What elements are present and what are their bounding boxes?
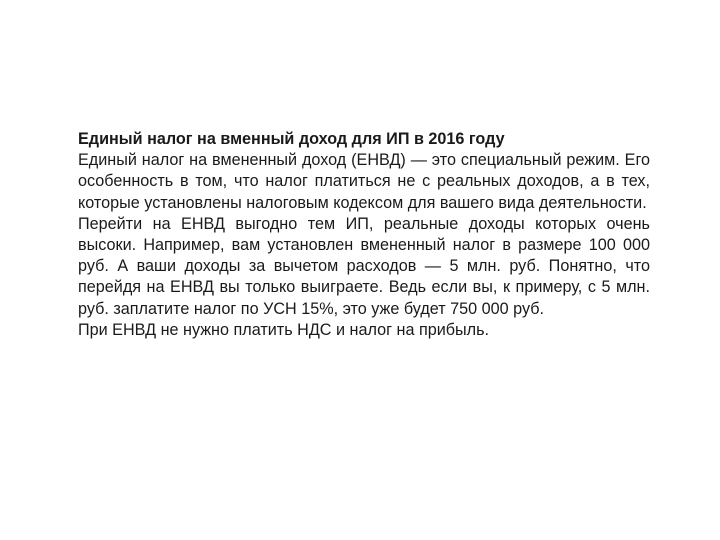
paragraph-envd-definition: Единый налог на вмененный доход (ЕНВД) — это специальный режим. Его особенность в том, что налог платиться не с реальных доходов, а в тех, которые установлены налоговым кодексом для вашего вида деятельности.	[78, 151, 650, 212]
text-block	[78, 129, 650, 341]
paragraph-envd-vat: При ЕНВД не нужно платить НДС и налог на прибыль.	[78, 320, 490, 339]
document-title: Единый налог на вменный доход для ИП в 2016 году	[78, 130, 505, 148]
paragraph-envd-benefit: Перейти на ЕНВД выгодно тем ИП, реальные доходы которых очень высоки. Например, вам установлен вмененный налог в размере 100 000 руб. А ваши доходы за вычетом расходов — 5 млн. руб. Понятно, что перейдя на ЕНВД вы только выиграете. Ведь если вы, к примеру, с 5 млн. руб. заплатите налог по УСН 15%, это уже будет 750 000 руб.	[78, 214, 650, 318]
